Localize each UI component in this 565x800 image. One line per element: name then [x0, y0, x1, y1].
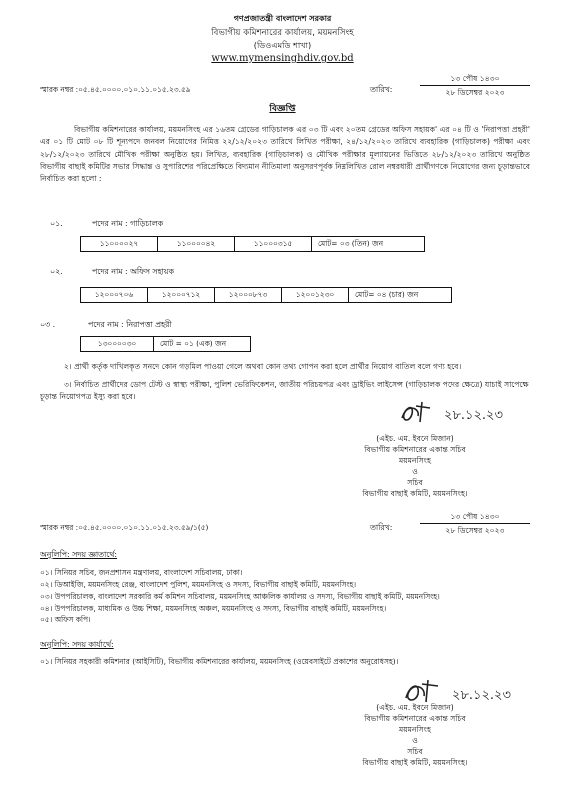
condition-item: ৩। নির্বাচিত প্রার্থীদের ডোপ টেস্ট ও স্বাস্থ্য পরীক্ষা, পুলিশ ভেরিফিকেশন, জাতীয় পরিচয়পত্র এবং ড্রাইভিং লাইসেন্স (গাড়িচালক পদের ক্ষেত্রে) যাচাই সাপেক্ষে চূড়ান্ত নিয়োগপত্র ইস্যু করা হবে। — [40, 379, 529, 401]
roll-total: মোট= ০৩ (তিন) জন — [312, 237, 425, 252]
government-heading: গণপ্রজাতন্ত্রী বাংলাদেশ সরকার — [233, 14, 332, 23]
roll-table-office-assistant — [80, 287, 452, 303]
post-number: ০২. — [50, 267, 63, 276]
list-item: ০১। সিনিয়র সচিব, জনপ্রশাসন মন্ত্রণালয়, বাংলাদেশ সচিবালয়, ঢাকা। — [40, 568, 243, 577]
branch-heading: (ডিওএমডি শাখা) — [253, 40, 312, 50]
cc-info-list — [40, 567, 540, 626]
date-english: ২৮ ডিসেম্বর ২০২৩ — [445, 88, 505, 98]
signatory-role: সচিব — [407, 747, 423, 756]
roll-number: ১২০০০৭১২ — [148, 288, 215, 303]
signatory-name: (এইচ. এম. ইবনে মিজান) — [376, 703, 454, 712]
date-box — [420, 74, 530, 99]
signatory-and: ও — [412, 736, 418, 745]
signature-date: ২৮.১২.২৩ — [452, 688, 511, 703]
list-item: ০২। ডিআইজি, ময়মনসিংহ রেঞ্জ, বাংলাদেশ পুলিশ, ময়মনসিংহ ও সদস্য, বিভাগীয় বাছাই কমিটি, ময়মনসিংহ। — [40, 579, 357, 589]
roll-total: মোট= ০৪ (চার) জন — [349, 288, 452, 303]
website-link[interactable]: www.mymensinghdiv.gov.bd — [211, 53, 354, 64]
signatory-place: ময়মনসিংহ — [399, 456, 431, 465]
signatory-committee: বিভাগীয় বাছাই কমিটি, ময়মনসিংহ। — [362, 758, 468, 767]
date-english: ২৮ ডিসেম্বর ২০২৩ — [445, 526, 505, 536]
roll-number: ১২০০১২৩০ — [282, 288, 349, 303]
office-heading: বিভাগীয় কমিশনারের কার্যালয়, ময়মনসিংহ — [211, 28, 354, 38]
roll-total: মোট = ০১ (এক) জন — [154, 337, 251, 352]
list-item: ০৪। উপপরিচালক, মাধ্যমিক ও উচ্চ শিক্ষা, ময়মনসিংহ অঞ্চল, ময়মনসিংহ ও সদস্য, বিভাগীয় বাছাই কমিটি, ময়মনসিংহ। — [40, 603, 387, 613]
signatory-name: (এইচ. এম. ইবনে মিজান) — [376, 434, 454, 443]
date-bangla: ১৩ পৌষ ১৪৩০ — [420, 512, 530, 524]
cc-info-title: অনুলিপি: সদয় জ্ঞাতার্থে: — [40, 550, 118, 559]
table-row — [81, 237, 425, 252]
date-label: তারিখ: — [370, 85, 393, 94]
post-number: ০১. — [50, 219, 63, 228]
memo-number-copy: স্মারক নম্বর :০৫.৪৫.০০০০.০১০.১১.০১৫.২৩.৫৯/১(৫) — [40, 523, 209, 532]
signatory-place: ময়মনসিংহ — [399, 725, 431, 734]
roll-number: ১৩০০০০৩০ — [81, 337, 154, 352]
cc-action-list — [40, 656, 540, 668]
condition-item: ২। প্রার্থী কর্তৃক দাখিলকৃত সনদে কোন গড়মিল পাওয়া গেলে অথবা কোন তথ্য গোপন করা হলে প্রার্থীর নিয়োগ বাতিল বলে গণ্য হবে। — [64, 362, 462, 371]
conditions-list — [40, 361, 530, 402]
list-item: ০৫। অফিস কপি। — [40, 615, 91, 625]
table-row — [81, 337, 251, 352]
roll-number: ১২০০০৭০৬ — [81, 288, 148, 303]
post-name: পদের নাম : নিরাপত্তা প্রহরী — [88, 320, 172, 329]
signature-date: ২৮.১২.২৩ — [444, 408, 503, 423]
date-label: তারিখ: — [370, 523, 393, 532]
roll-number: ১২০০০৮৭৩ — [215, 288, 282, 303]
post-name: পদের নাম : অফিস সহায়ক — [92, 267, 174, 276]
post-number: ০৩ . — [40, 320, 56, 329]
notice-paragraph-text: বিভাগীয় কমিশনারের কার্যালয়, ময়মনসিংহ এর ১৬তম গ্রেডের গাড়িচালক এর ০৩ টি এবং ২০তম গ্রেডের অফিস সহায়ক' এর ০৪ টি ও 'নিরাপত্তা প্রহরী' এর ০১ টি মোট ০৮ টি শূন্যপদে জনবল নিয়োগের নিমিত্ত ২২/১২/২০২৩ তারিখে লিখিত পরীক্ষা, ২৪/১২/২০২৩ তারিখে ব্যবহারিক (গাড়িচালক) পরীক্ষা এবং ২৮/১২/২০২৩ তারিখে মৌখিক পরীক্ষা অনুষ্ঠিত হয়। লিখিত, ব্যবহারিক (গাড়িচালক) ও মৌখিক পরীক্ষার মূল্যায়নের ভিত্তিতে ২৮/১২/২০২৩ তারিখে অনুষ্ঠিত বিভাগীয় বাছাই কমিটির সভার সিদ্ধান্ত ও সুপারিশের পরিপ্রেক্ষিতে বিদ্যমান নীতিমালা অনুসরণপূর্বক নিম্নলিখিত রোল নম্বরধারী প্রার্থীগণকে নিয়োগের জন্য চূড়ান্তভাবে নির্বাচিত করা হলো : — [40, 125, 530, 184]
list-item: ০১। সিনিয়র সহকারী কমিশনার (আইসিটি), বিভাগীয় কমিশনারের কার্যালয়, ময়মনসিংহ (ওয়েবসাইটে প্রকাশের অনুরোধসহ)। — [40, 657, 399, 666]
roll-number: ১১০০০৩১৫ — [235, 237, 312, 252]
signature-block — [330, 702, 500, 768]
signature-block — [330, 433, 500, 499]
list-item: ০৩। উপপরিচালক, বাংলাদেশ সরকারি কর্ম কমিশন সচিবালয়, ময়মনসিংহ আঞ্চলিক কার্যালয় ও সদস্য, বিভাগীয় বাছাই কমিটি, ময়মনসিংহ। — [40, 591, 440, 601]
roll-table-security-guard — [80, 336, 251, 352]
notice-title: বিজ্ঞপ্তি — [269, 104, 296, 114]
cc-action-title: অনুলিপি: সদয় কার্যার্থে: — [40, 640, 114, 649]
signatory-role: সচিব — [407, 478, 423, 487]
signatory-and: ও — [412, 467, 418, 476]
roll-table-driver — [80, 236, 425, 252]
date-bangla: ১৩ পৌষ ১৪৩০ — [420, 74, 530, 86]
signatory-title: বিভাগীয় কমিশনারের একান্ত সচিব — [364, 445, 466, 454]
signatory-committee: বিভাগীয় বাছাই কমিটি, ময়মনসিংহ। — [362, 489, 468, 498]
signature-image — [396, 400, 526, 431]
memo-number: স্মারক নম্বর :০৫.৪৫.০০০০.০১০.১১.০১৫.২৩.৫৯ — [40, 85, 191, 94]
roll-number: ১১০০০০৪২ — [158, 237, 235, 252]
signatory-title: বিভাগীয় কমিশনারের একান্ত সচিব — [364, 714, 466, 723]
post-name: পদের নাম : গাড়িচালক — [92, 219, 164, 228]
table-row — [81, 288, 452, 303]
notice-paragraph — [40, 124, 530, 185]
date-box — [420, 512, 530, 537]
roll-number: ১১০০০০২৭ — [81, 237, 158, 252]
